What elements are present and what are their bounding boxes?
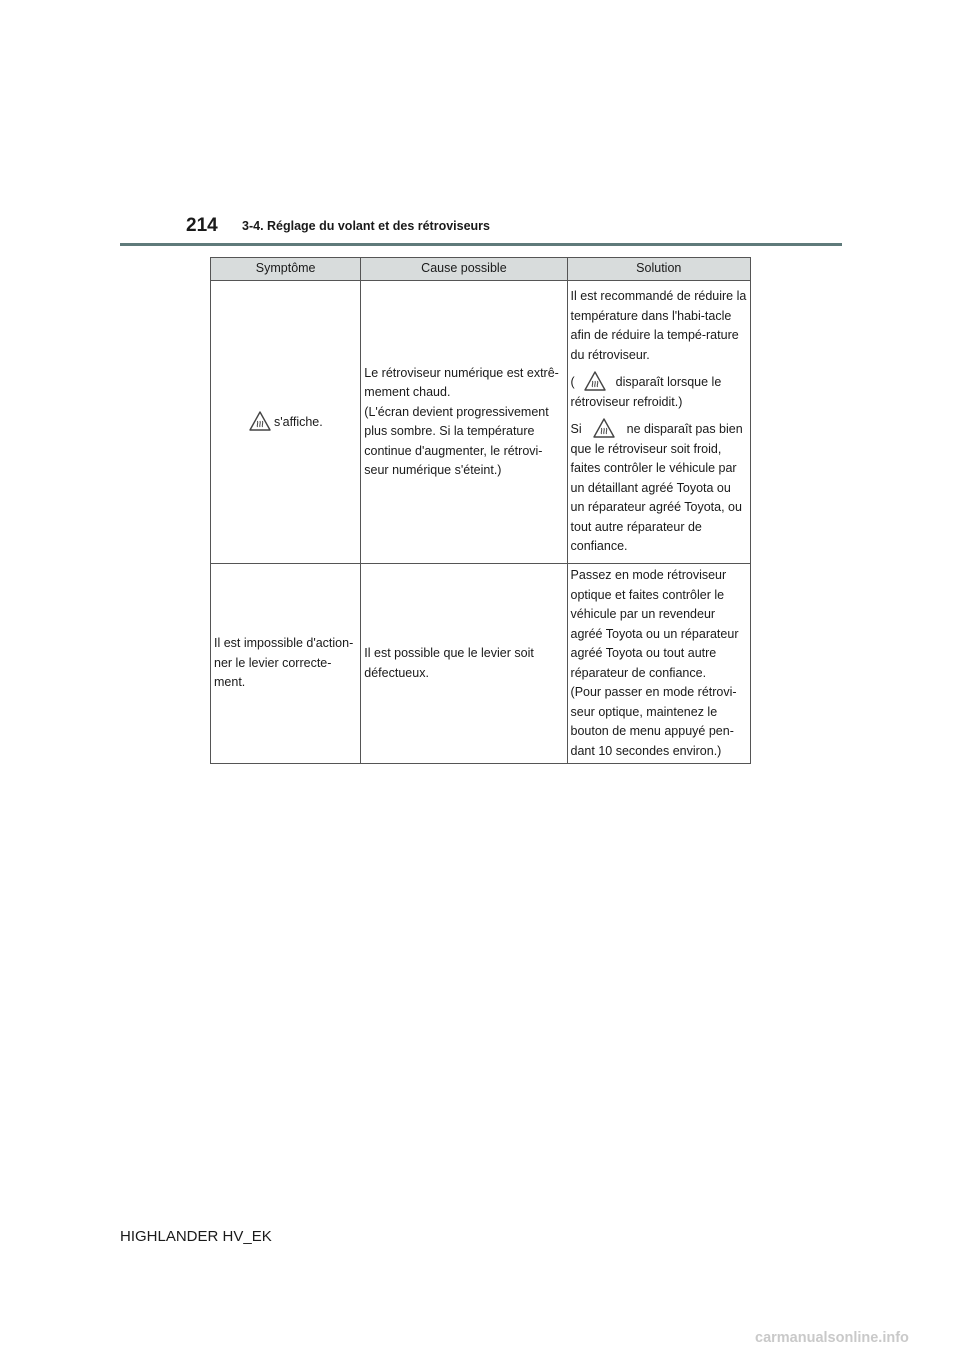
column-header-cause: Cause possible <box>361 258 567 281</box>
watermark: carmanualsonline.info <box>755 1330 909 1346</box>
hot-mirror-warning-icon <box>249 411 271 431</box>
page-number: 214 <box>186 215 218 236</box>
table-row <box>211 281 751 564</box>
section-title: 3-4. Réglage du volant et des rétroviseurs <box>242 219 490 233</box>
symptom-text: Il est impossible d'action-ner le levier correcte-ment. <box>214 636 354 690</box>
solution-paragraph <box>571 418 747 557</box>
cause-text: Il est possible que le levier soit défectueux. <box>364 646 534 680</box>
table-row <box>211 564 751 764</box>
symptom-text: s'affiche. <box>274 415 323 430</box>
symptom-cell <box>211 564 361 764</box>
table-header-row <box>211 258 751 281</box>
header-divider <box>120 243 842 246</box>
column-header-solution: Solution <box>567 258 750 281</box>
solution-paragraph: Il est recommandé de réduire la température dans l'habi-tacle afin de réduire la tempé-rature du rétroviseur. <box>570 289 747 362</box>
cause-cell <box>361 564 567 764</box>
hot-mirror-warning-icon <box>584 371 606 391</box>
model-footer: HIGHLANDER HV_EK <box>120 1228 272 1245</box>
solution-text: Passez en mode rétroviseur optique et faites contrôler le véhicule par un revendeur agréé Toyota ou un réparateur agréé Toyota ou tout autre réparateur de confiance. (Pour passer en mode rétrovi-seur optique, maintenez le bouton de menu appuyé pen-dant 10 secondes environ.) <box>570 568 739 758</box>
solution-cell <box>567 564 750 764</box>
solution-paragraph <box>571 371 747 412</box>
solution-text: ( <box>570 375 575 390</box>
solution-cell <box>567 281 750 564</box>
solution-text: ne disparaît pas bien que le rétroviseur soit froid, faites contrôler le véhicule par un détaillant agréé Toyota ou un réparateur agréé Toyota, ou tout autre réparateur de confiance. <box>570 422 743 554</box>
column-header-symptom: Symptôme <box>211 258 361 281</box>
cause-cell <box>361 281 567 564</box>
solution-text: Si <box>570 422 582 437</box>
hot-mirror-warning-icon <box>593 418 615 438</box>
troubleshooting-table <box>210 257 751 764</box>
cause-text: Le rétroviseur numérique est extrê-mement chaud. (L'écran devient progressivement plus sombre. Si la température continue d'augmenter, le rétrovi-seur numérique s'éteint.) <box>364 365 559 477</box>
symptom-cell <box>211 281 361 564</box>
solution-text: disparaît lorsque le rétroviseur refroidit.) <box>570 375 722 409</box>
